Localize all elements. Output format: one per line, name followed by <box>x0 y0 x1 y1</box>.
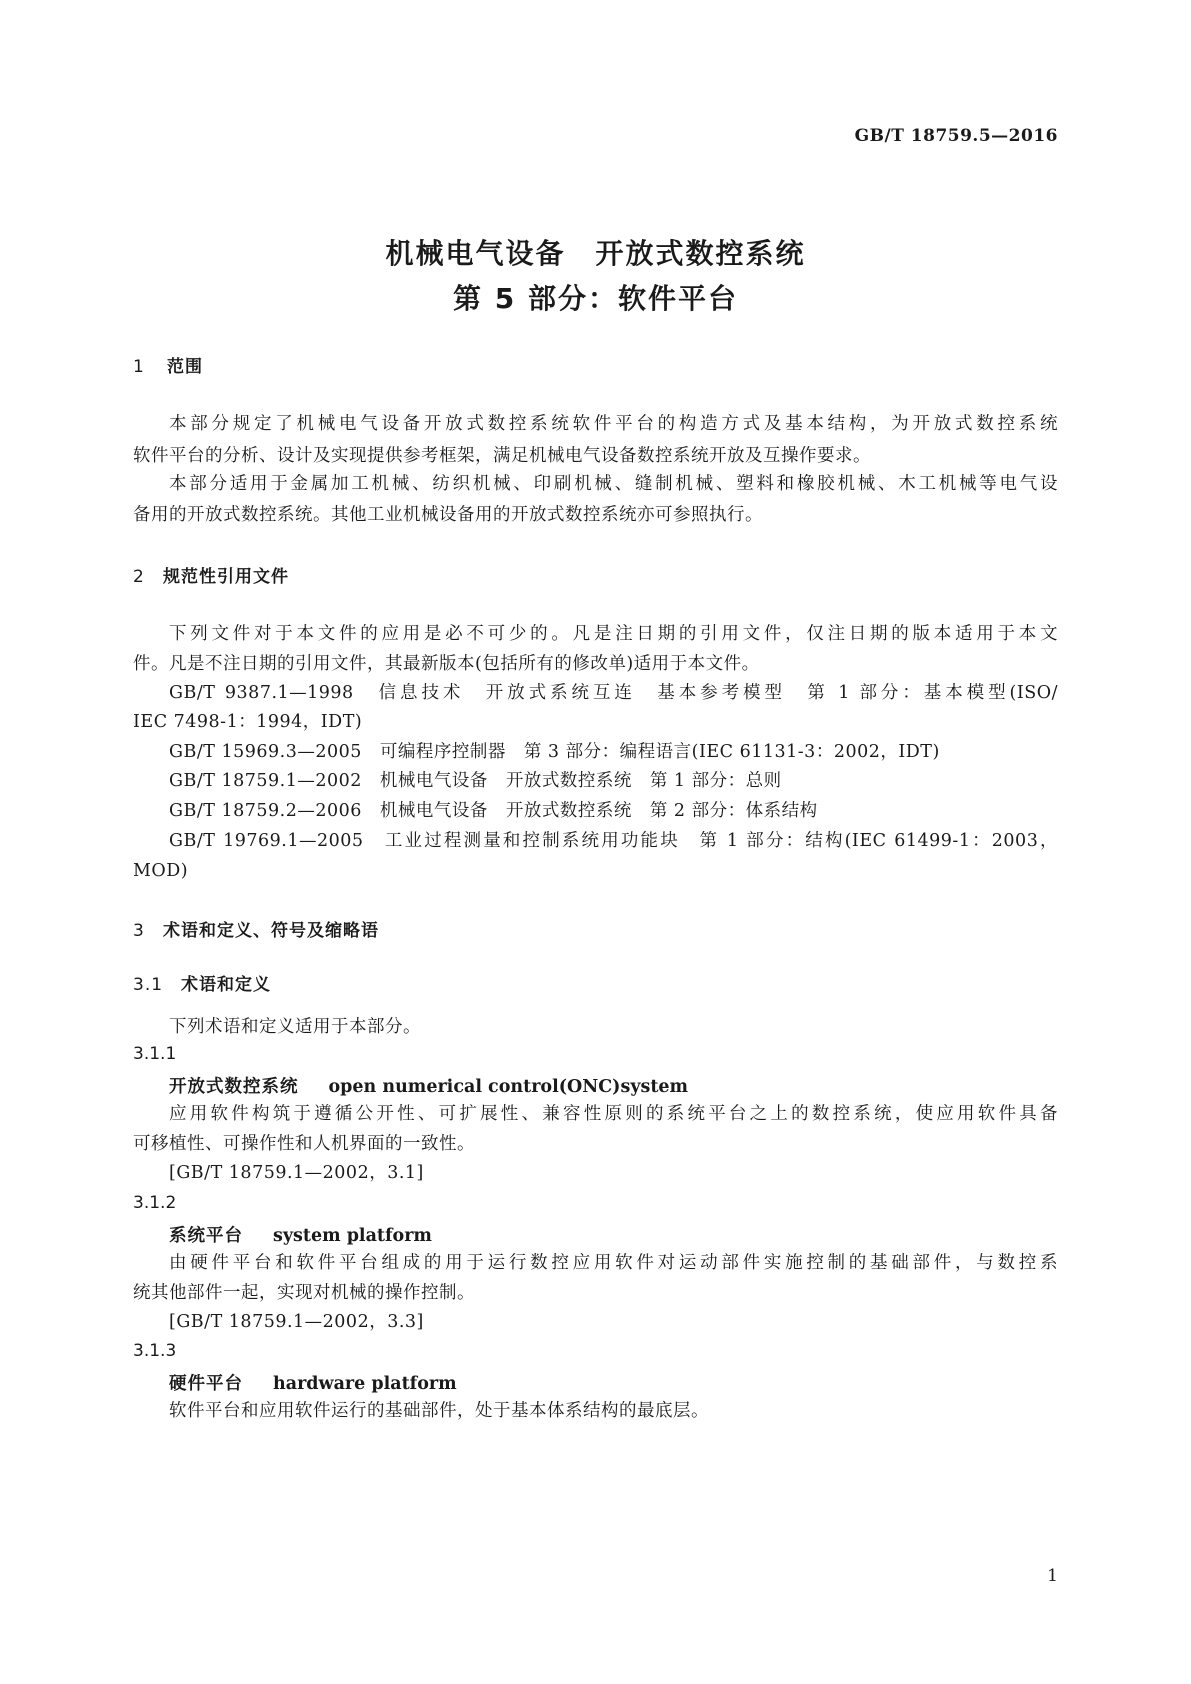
paragraph-line: 本部分适用于金属加工机械、纺织机械、印刷机械、缝制机械、塑料和橡胶机械、木工机械等电气设 <box>169 474 1058 494</box>
document-title: 机械电气设备 开放式数控系统 <box>385 237 806 270</box>
section-number: 1 <box>133 357 145 377</box>
document-subtitle: 第 5 部分：软件平台 <box>453 282 738 315</box>
reference-item: GB/T 15969.3—2005 可编程序控制器 第 3 部分：编程语言(IEC 61131-3：2002，IDT) <box>169 742 940 762</box>
section-title: 规范性引用文件 <box>163 567 289 587</box>
reference-item: GB/T 19769.1—2005 工业过程测量和控制系统用功能块 第 1 部分：结构(IEC 61499-1：2003， <box>169 831 1058 851</box>
term-source: [GB/T 18759.1—2002，3.1] <box>169 1163 424 1183</box>
definition-line: 由硬件平台和软件平台组成的用于运行数控应用软件对运动部件实施控制的基础部件，与数控系 <box>169 1253 1058 1273</box>
subsection-number: 3.1 <box>133 975 164 995</box>
section-title: 术语和定义、符号及缩略语 <box>163 921 379 941</box>
paragraph-line: 件。凡是不注日期的引用文件，其最新版本(包括所有的修改单)适用于本文件。 <box>133 654 760 674</box>
paragraph-line: 下列文件对于本文件的应用是必不可少的。凡是注日期的引用文件，仅注日期的版本适用于本文 <box>169 624 1058 644</box>
section-number: 3 <box>133 921 145 941</box>
term-zh: 开放式数控系统 <box>169 1077 299 1097</box>
subsection-title: 术语和定义 <box>181 975 271 995</box>
paragraph-line: 本部分规定了机械电气设备开放式数控系统软件平台的构造方式及基本结构，为开放式数控系统 <box>169 414 1058 434</box>
term-en: system platform <box>273 1226 432 1246</box>
section-1-heading <box>133 352 203 377</box>
term-number: 3.1.3 <box>133 1341 177 1361</box>
reference-item: GB/T 9387.1—1998 信息技术 开放式系统互连 基本参考模型 第 1 部分：基本模型(ISO/ <box>169 683 1058 703</box>
section-2-heading <box>133 562 289 587</box>
reference-item: GB/T 18759.1—2002 机械电气设备 开放式数控系统 第 1 部分：总则 <box>169 771 782 791</box>
paragraph-line: 软件平台的分析、设计及实现提供参考框架，满足机械电气设备数控系统开放及互操作要求。 <box>133 446 871 466</box>
term-number: 3.1.2 <box>133 1193 177 1213</box>
section-3-heading <box>133 916 379 941</box>
term-en: hardware platform <box>273 1374 457 1394</box>
definition-line: 软件平台和应用软件运行的基础部件，处于基本体系结构的最底层。 <box>169 1401 709 1421</box>
paragraph-line: 备用的开放式数控系统。其他工业机械设备用的开放式数控系统亦可参照执行。 <box>133 505 763 525</box>
standard-number: GB/T 18759.5—2016 <box>854 126 1058 146</box>
term-zh: 系统平台 <box>169 1226 243 1246</box>
term-entry <box>169 1370 457 1395</box>
definition-line: 应用软件构筑于遵循公开性、可扩展性、兼容性原则的系统平台之上的数控系统，使应用软件具备 <box>169 1104 1058 1124</box>
definition-line: 统其他部件一起，实现对机械的操作控制。 <box>133 1283 475 1303</box>
reference-item: GB/T 18759.2—2006 机械电气设备 开放式数控系统 第 2 部分：体系结构 <box>169 801 818 821</box>
reference-item-continuation: IEC 7498-1：1994，IDT) <box>133 712 363 732</box>
term-entry <box>169 1222 432 1247</box>
reference-item-continuation: MOD) <box>133 861 189 881</box>
paragraph-line: 下列术语和定义适用于本部分。 <box>169 1017 421 1037</box>
term-en: open numerical control(ONC)system <box>328 1077 689 1097</box>
term-zh: 硬件平台 <box>169 1374 243 1394</box>
page-number: 1 <box>1047 1566 1058 1586</box>
subsection-3-1-heading <box>133 970 271 995</box>
section-title: 范围 <box>167 357 203 377</box>
term-entry <box>169 1073 688 1098</box>
section-number: 2 <box>133 567 145 587</box>
term-source: [GB/T 18759.1—2002，3.3] <box>169 1312 424 1332</box>
definition-line: 可移植性、可操作性和人机界面的一致性。 <box>133 1134 475 1154</box>
term-number: 3.1.1 <box>133 1044 177 1064</box>
